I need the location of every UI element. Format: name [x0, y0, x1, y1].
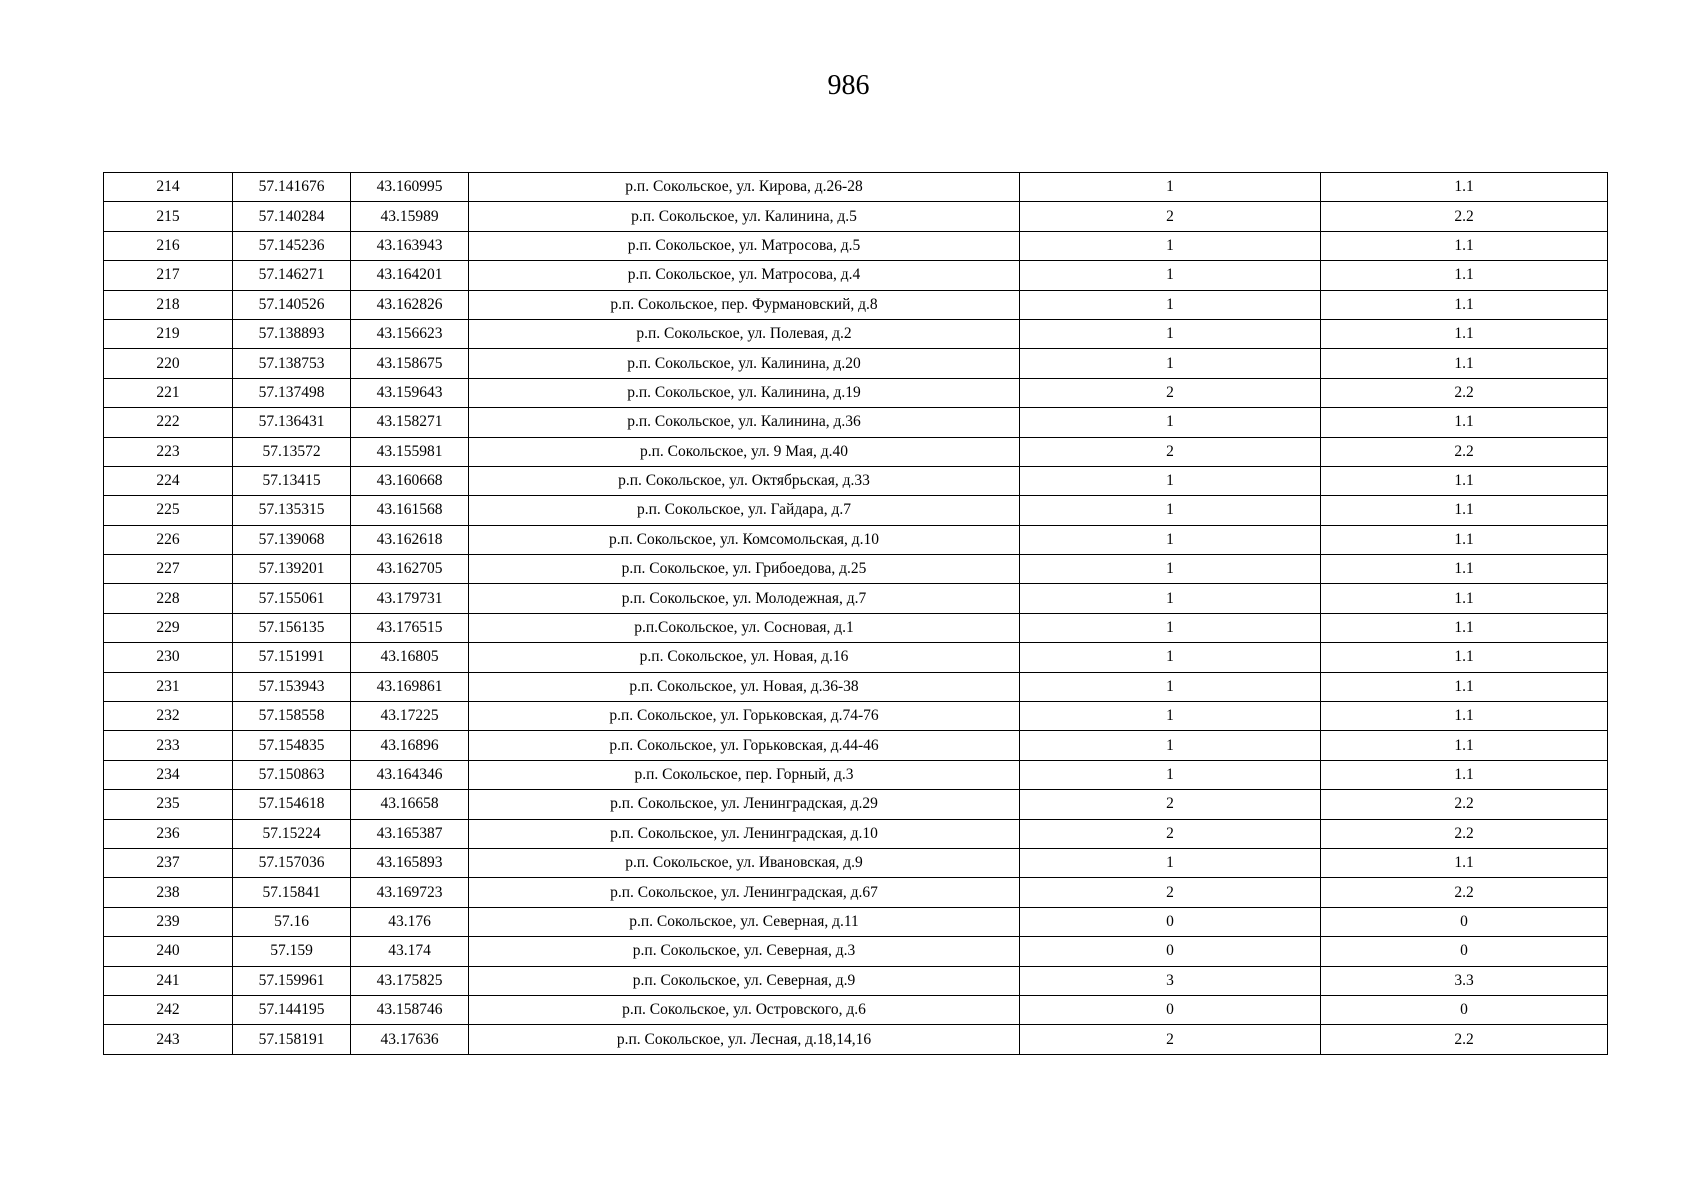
- row-number-cell: 221: [104, 378, 233, 407]
- table-row: [104, 584, 1608, 613]
- latitude-cell: 57.135315: [233, 496, 351, 525]
- latitude-cell: 57.145236: [233, 231, 351, 260]
- count-cell: 1: [1020, 319, 1321, 348]
- table-row: [104, 555, 1608, 584]
- count-cell: 2: [1020, 1025, 1321, 1054]
- value-cell: 0: [1321, 907, 1608, 936]
- value-cell: 1.1: [1321, 261, 1608, 290]
- longitude-cell: 43.16896: [351, 731, 469, 760]
- value-cell: 1.1: [1321, 672, 1608, 701]
- row-number-cell: 223: [104, 437, 233, 466]
- longitude-cell: 43.176515: [351, 613, 469, 642]
- value-cell: 1.1: [1321, 231, 1608, 260]
- address-cell: р.п. Сокольское, пер. Горный, д.3: [469, 760, 1020, 789]
- value-cell: 1.1: [1321, 731, 1608, 760]
- value-cell: 1.1: [1321, 496, 1608, 525]
- count-cell: 1: [1020, 760, 1321, 789]
- address-cell: р.п.Сокольское, ул. Сосновая, д.1: [469, 613, 1020, 642]
- table-row: [104, 349, 1608, 378]
- row-number-cell: 214: [104, 173, 233, 202]
- address-cell: р.п. Сокольское, ул. Молодежная, д.7: [469, 584, 1020, 613]
- count-cell: 1: [1020, 731, 1321, 760]
- longitude-cell: 43.16805: [351, 643, 469, 672]
- latitude-cell: 57.153943: [233, 672, 351, 701]
- latitude-cell: 57.156135: [233, 613, 351, 642]
- longitude-cell: 43.169861: [351, 672, 469, 701]
- address-cell: р.п. Сокольское, ул. Горьковская, д.74-76: [469, 702, 1020, 731]
- address-cell: р.п. Сокольское, ул. Калинина, д.19: [469, 378, 1020, 407]
- value-cell: 1.1: [1321, 848, 1608, 877]
- row-number-cell: 232: [104, 702, 233, 731]
- latitude-cell: 57.157036: [233, 848, 351, 877]
- latitude-cell: 57.158191: [233, 1025, 351, 1054]
- count-cell: 0: [1020, 907, 1321, 936]
- table-row: [104, 466, 1608, 495]
- count-cell: 1: [1020, 261, 1321, 290]
- value-cell: 1.1: [1321, 525, 1608, 554]
- row-number-cell: 215: [104, 202, 233, 231]
- count-cell: 2: [1020, 437, 1321, 466]
- address-cell: р.п. Сокольское, ул. Северная, д.9: [469, 966, 1020, 995]
- longitude-cell: 43.163943: [351, 231, 469, 260]
- latitude-cell: 57.154618: [233, 790, 351, 819]
- row-number-cell: 242: [104, 995, 233, 1024]
- row-number-cell: 216: [104, 231, 233, 260]
- count-cell: 2: [1020, 790, 1321, 819]
- row-number-cell: 230: [104, 643, 233, 672]
- latitude-cell: 57.154835: [233, 731, 351, 760]
- table-row: [104, 378, 1608, 407]
- address-cell: р.п. Сокольское, ул. Комсомольская, д.10: [469, 525, 1020, 554]
- row-number-cell: 229: [104, 613, 233, 642]
- value-cell: 1.1: [1321, 760, 1608, 789]
- table-row: [104, 760, 1608, 789]
- count-cell: 1: [1020, 173, 1321, 202]
- address-cell: р.п. Сокольское, ул. Новая, д.36-38: [469, 672, 1020, 701]
- row-number-cell: 233: [104, 731, 233, 760]
- latitude-cell: 57.155061: [233, 584, 351, 613]
- latitude-cell: 57.15224: [233, 819, 351, 848]
- row-number-cell: 238: [104, 878, 233, 907]
- table-row: [104, 937, 1608, 966]
- count-cell: 1: [1020, 290, 1321, 319]
- count-cell: 3: [1020, 966, 1321, 995]
- address-cell: р.п. Сокольское, ул. Горьковская, д.44-46: [469, 731, 1020, 760]
- address-cell: р.п. Сокольское, пер. Фурмановский, д.8: [469, 290, 1020, 319]
- longitude-cell: 43.162705: [351, 555, 469, 584]
- table-row: [104, 202, 1608, 231]
- latitude-cell: 57.159: [233, 937, 351, 966]
- latitude-cell: 57.138893: [233, 319, 351, 348]
- count-cell: 0: [1020, 937, 1321, 966]
- table-row: [104, 907, 1608, 936]
- count-cell: 1: [1020, 643, 1321, 672]
- latitude-cell: 57.139201: [233, 555, 351, 584]
- longitude-cell: 43.165387: [351, 819, 469, 848]
- latitude-cell: 57.140526: [233, 290, 351, 319]
- table-row: [104, 437, 1608, 466]
- address-cell: р.п. Сокольское, ул. Калинина, д.36: [469, 408, 1020, 437]
- table-row: [104, 173, 1608, 202]
- longitude-cell: 43.17636: [351, 1025, 469, 1054]
- row-number-cell: 239: [104, 907, 233, 936]
- address-cell: р.п. Сокольское, ул. 9 Мая, д.40: [469, 437, 1020, 466]
- row-number-cell: 237: [104, 848, 233, 877]
- row-number-cell: 220: [104, 349, 233, 378]
- count-cell: 1: [1020, 231, 1321, 260]
- longitude-cell: 43.164346: [351, 760, 469, 789]
- latitude-cell: 57.138753: [233, 349, 351, 378]
- longitude-cell: 43.165893: [351, 848, 469, 877]
- address-cell: р.п. Сокольское, ул. Северная, д.3: [469, 937, 1020, 966]
- value-cell: 1.1: [1321, 173, 1608, 202]
- table-body: [104, 173, 1608, 1055]
- count-cell: 1: [1020, 848, 1321, 877]
- longitude-cell: 43.169723: [351, 878, 469, 907]
- table-row: [104, 643, 1608, 672]
- value-cell: 0: [1321, 937, 1608, 966]
- table-row: [104, 995, 1608, 1024]
- row-number-cell: 228: [104, 584, 233, 613]
- count-cell: 1: [1020, 496, 1321, 525]
- address-cell: р.п. Сокольское, ул. Полевая, д.2: [469, 319, 1020, 348]
- latitude-cell: 57.159961: [233, 966, 351, 995]
- row-number-cell: 225: [104, 496, 233, 525]
- value-cell: 1.1: [1321, 466, 1608, 495]
- longitude-cell: 43.155981: [351, 437, 469, 466]
- address-cell: р.п. Сокольское, ул. Матросова, д.5: [469, 231, 1020, 260]
- data-table: [103, 172, 1608, 1055]
- row-number-cell: 241: [104, 966, 233, 995]
- latitude-cell: 57.139068: [233, 525, 351, 554]
- longitude-cell: 43.158746: [351, 995, 469, 1024]
- count-cell: 2: [1020, 202, 1321, 231]
- value-cell: 2.2: [1321, 202, 1608, 231]
- longitude-cell: 43.15989: [351, 202, 469, 231]
- longitude-cell: 43.160995: [351, 173, 469, 202]
- count-cell: 2: [1020, 878, 1321, 907]
- latitude-cell: 57.158558: [233, 702, 351, 731]
- row-number-cell: 227: [104, 555, 233, 584]
- table-row: [104, 731, 1608, 760]
- table-row: [104, 496, 1608, 525]
- count-cell: 1: [1020, 702, 1321, 731]
- row-number-cell: 219: [104, 319, 233, 348]
- latitude-cell: 57.137498: [233, 378, 351, 407]
- table-row: [104, 613, 1608, 642]
- value-cell: 1.1: [1321, 613, 1608, 642]
- address-cell: р.п. Сокольское, ул. Октябрьская, д.33: [469, 466, 1020, 495]
- longitude-cell: 43.175825: [351, 966, 469, 995]
- value-cell: 1.1: [1321, 319, 1608, 348]
- address-cell: р.п. Сокольское, ул. Ленинградская, д.10: [469, 819, 1020, 848]
- value-cell: 1.1: [1321, 290, 1608, 319]
- page-number: 986: [827, 70, 870, 101]
- latitude-cell: 57.151991: [233, 643, 351, 672]
- latitude-cell: 57.140284: [233, 202, 351, 231]
- row-number-cell: 222: [104, 408, 233, 437]
- address-cell: р.п. Сокольское, ул. Кирова, д.26-28: [469, 173, 1020, 202]
- longitude-cell: 43.161568: [351, 496, 469, 525]
- row-number-cell: 226: [104, 525, 233, 554]
- latitude-cell: 57.136431: [233, 408, 351, 437]
- row-number-cell: 243: [104, 1025, 233, 1054]
- table-row: [104, 790, 1608, 819]
- latitude-cell: 57.13415: [233, 466, 351, 495]
- count-cell: 1: [1020, 408, 1321, 437]
- address-cell: р.п. Сокольское, ул. Ленинградская, д.67: [469, 878, 1020, 907]
- value-cell: 1.1: [1321, 702, 1608, 731]
- longitude-cell: 43.162618: [351, 525, 469, 554]
- latitude-cell: 57.141676: [233, 173, 351, 202]
- longitude-cell: 43.156623: [351, 319, 469, 348]
- count-cell: 1: [1020, 584, 1321, 613]
- value-cell: 3.3: [1321, 966, 1608, 995]
- longitude-cell: 43.164201: [351, 261, 469, 290]
- value-cell: 2.2: [1321, 819, 1608, 848]
- value-cell: 1.1: [1321, 584, 1608, 613]
- row-number-cell: 217: [104, 261, 233, 290]
- address-cell: р.п. Сокольское, ул. Гайдара, д.7: [469, 496, 1020, 525]
- table-row: [104, 231, 1608, 260]
- count-cell: 2: [1020, 378, 1321, 407]
- address-cell: р.п. Сокольское, ул. Грибоедова, д.25: [469, 555, 1020, 584]
- table-row: [104, 1025, 1608, 1054]
- count-cell: 1: [1020, 349, 1321, 378]
- address-cell: р.п. Сокольское, ул. Матросова, д.4: [469, 261, 1020, 290]
- count-cell: 1: [1020, 466, 1321, 495]
- row-number-cell: 235: [104, 790, 233, 819]
- count-cell: 1: [1020, 555, 1321, 584]
- count-cell: 1: [1020, 613, 1321, 642]
- table-row: [104, 966, 1608, 995]
- row-number-cell: 224: [104, 466, 233, 495]
- table-row: [104, 290, 1608, 319]
- value-cell: 2.2: [1321, 378, 1608, 407]
- table-row: [104, 525, 1608, 554]
- count-cell: 2: [1020, 819, 1321, 848]
- address-cell: р.п. Сокольское, ул. Калинина, д.20: [469, 349, 1020, 378]
- count-cell: 1: [1020, 525, 1321, 554]
- table-row: [104, 878, 1608, 907]
- row-number-cell: 234: [104, 760, 233, 789]
- count-cell: 1: [1020, 672, 1321, 701]
- value-cell: 2.2: [1321, 1025, 1608, 1054]
- longitude-cell: 43.179731: [351, 584, 469, 613]
- longitude-cell: 43.158675: [351, 349, 469, 378]
- latitude-cell: 57.150863: [233, 760, 351, 789]
- table-row: [104, 672, 1608, 701]
- longitude-cell: 43.158271: [351, 408, 469, 437]
- latitude-cell: 57.146271: [233, 261, 351, 290]
- count-cell: 0: [1020, 995, 1321, 1024]
- address-cell: р.п. Сокольское, ул. Ивановская, д.9: [469, 848, 1020, 877]
- value-cell: 1.1: [1321, 408, 1608, 437]
- latitude-cell: 57.144195: [233, 995, 351, 1024]
- address-cell: р.п. Сокольское, ул. Калинина, д.5: [469, 202, 1020, 231]
- value-cell: 0: [1321, 995, 1608, 1024]
- address-cell: р.п. Сокольское, ул. Северная, д.11: [469, 907, 1020, 936]
- table-row: [104, 702, 1608, 731]
- longitude-cell: 43.162826: [351, 290, 469, 319]
- address-cell: р.п. Сокольское, ул. Ленинградская, д.29: [469, 790, 1020, 819]
- value-cell: 1.1: [1321, 643, 1608, 672]
- value-cell: 2.2: [1321, 437, 1608, 466]
- table-row: [104, 819, 1608, 848]
- row-number-cell: 231: [104, 672, 233, 701]
- latitude-cell: 57.15841: [233, 878, 351, 907]
- value-cell: 2.2: [1321, 878, 1608, 907]
- address-cell: р.п. Сокольское, ул. Островского, д.6: [469, 995, 1020, 1024]
- longitude-cell: 43.16658: [351, 790, 469, 819]
- longitude-cell: 43.160668: [351, 466, 469, 495]
- longitude-cell: 43.159643: [351, 378, 469, 407]
- table-row: [104, 848, 1608, 877]
- value-cell: 1.1: [1321, 349, 1608, 378]
- table-row: [104, 261, 1608, 290]
- longitude-cell: 43.176: [351, 907, 469, 936]
- address-cell: р.п. Сокольское, ул. Новая, д.16: [469, 643, 1020, 672]
- table-row: [104, 408, 1608, 437]
- longitude-cell: 43.17225: [351, 702, 469, 731]
- address-cell: р.п. Сокольское, ул. Лесная, д.18,14,16: [469, 1025, 1020, 1054]
- longitude-cell: 43.174: [351, 937, 469, 966]
- value-cell: 2.2: [1321, 790, 1608, 819]
- value-cell: 1.1: [1321, 555, 1608, 584]
- latitude-cell: 57.16: [233, 907, 351, 936]
- latitude-cell: 57.13572: [233, 437, 351, 466]
- row-number-cell: 236: [104, 819, 233, 848]
- row-number-cell: 218: [104, 290, 233, 319]
- row-number-cell: 240: [104, 937, 233, 966]
- table-row: [104, 319, 1608, 348]
